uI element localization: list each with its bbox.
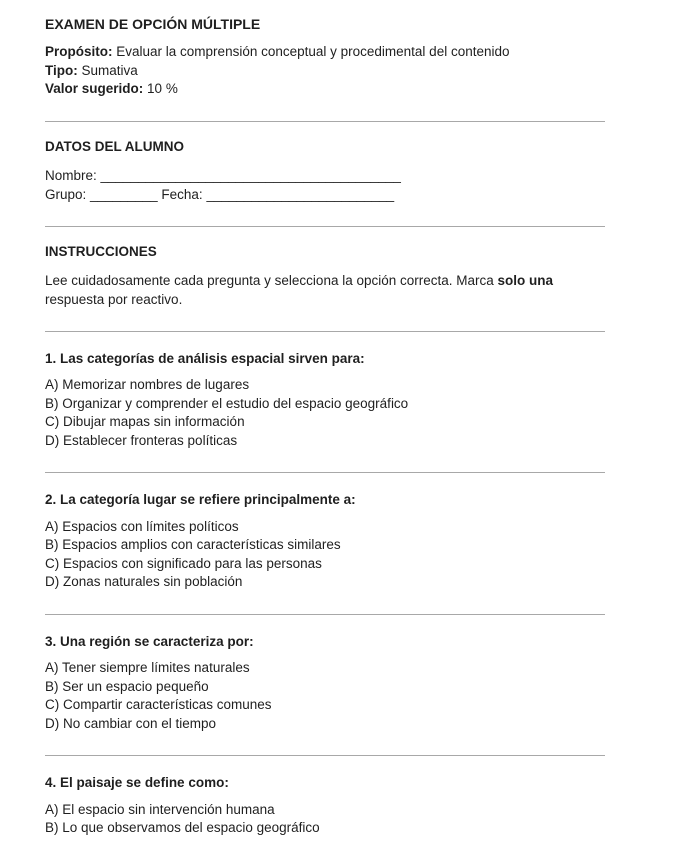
meta-tipo-value: Sumativa [81,62,138,78]
question-3 [45,633,605,734]
meta-proposito [45,43,605,62]
option-c: C) Dibujar mapas sin información [45,414,245,429]
divider [45,121,605,122]
option-a: A) Memorizar nombres de lugares [45,377,250,392]
student-data-heading: DATOS DEL ALUMNO [45,138,185,154]
option-b: B) Espacios amplios con características similares [45,537,341,552]
divider [45,472,605,473]
question-options [45,659,605,733]
question-title: 2. La categoría lugar se refiere principalmente a: [45,492,356,507]
date-blank: _________________________ [206,187,395,202]
group-label: Grupo: [45,187,87,202]
question-title: 1. Las categorías de análisis espacial sirven para: [45,350,365,366]
option-a: A) Espacios con límites políticos [45,518,239,534]
meta-valor-label: Valor sugerido: [45,81,144,96]
question-title: 3. Una región se caracteriza por: [45,633,254,649]
option-b: B) Lo que observamos del espacio geográfico [45,820,320,835]
option-a: A) Tener siempre límites naturales [45,660,250,675]
divider [45,226,605,227]
date-label: Fecha: [161,187,203,202]
divider [45,614,605,615]
question-options [45,376,605,450]
option-d: D) Zonas naturales sin población [45,574,243,589]
option-c: C) Compartir características comunes [45,697,272,712]
meta-tipo-label: Tipo: [45,62,78,78]
instructions-heading: INSTRUCCIONES [45,244,157,259]
question-options [45,518,605,592]
group-blank: _________ [90,187,158,202]
question-4 [45,774,605,838]
meta-valor [45,80,605,99]
instructions-text [45,271,567,309]
question-title: 4. El paisaje se define como: [45,775,229,790]
divider [45,331,605,332]
meta-proposito-value: Evaluar la comprensión conceptual y procedimental del contenido [116,44,510,59]
name-label: Nombre: [45,168,97,183]
exam-meta [45,43,605,99]
option-b: B) Organizar y comprender el estudio del espacio geográfico [45,395,409,411]
instructions-text-end: respuesta por reactivo. [45,291,183,307]
option-c: C) Espacios con significado para las personas [45,555,322,571]
question-options [45,801,605,838]
option-b: B) Ser un espacio pequeño [45,678,209,694]
exam-header [45,15,605,99]
student-data-lines [45,166,605,204]
question-2 [45,491,605,592]
document-title: EXAMEN DE OPCIÓN MÚLTIPLE [45,16,261,32]
instructions-text-bold: solo una [497,272,554,288]
meta-tipo [45,62,605,81]
student-data-section [45,138,605,205]
group-date-line [45,185,605,204]
divider [45,755,605,756]
option-a: A) El espacio sin intervención humana [45,801,275,817]
meta-valor-value: 10 % [147,81,178,96]
meta-proposito-label: Propósito: [45,44,113,59]
instructions-text-start: Lee cuidadosamente cada pregunta y selecciona la opción correcta. Marca [45,272,494,288]
option-d: D) No cambiar con el tiempo [45,715,217,731]
question-1 [45,350,605,451]
option-d: D) Establecer fronteras políticas [45,432,238,448]
name-blank: ________________________________________ [100,168,401,183]
name-line [45,166,605,185]
instructions-section [45,243,605,309]
